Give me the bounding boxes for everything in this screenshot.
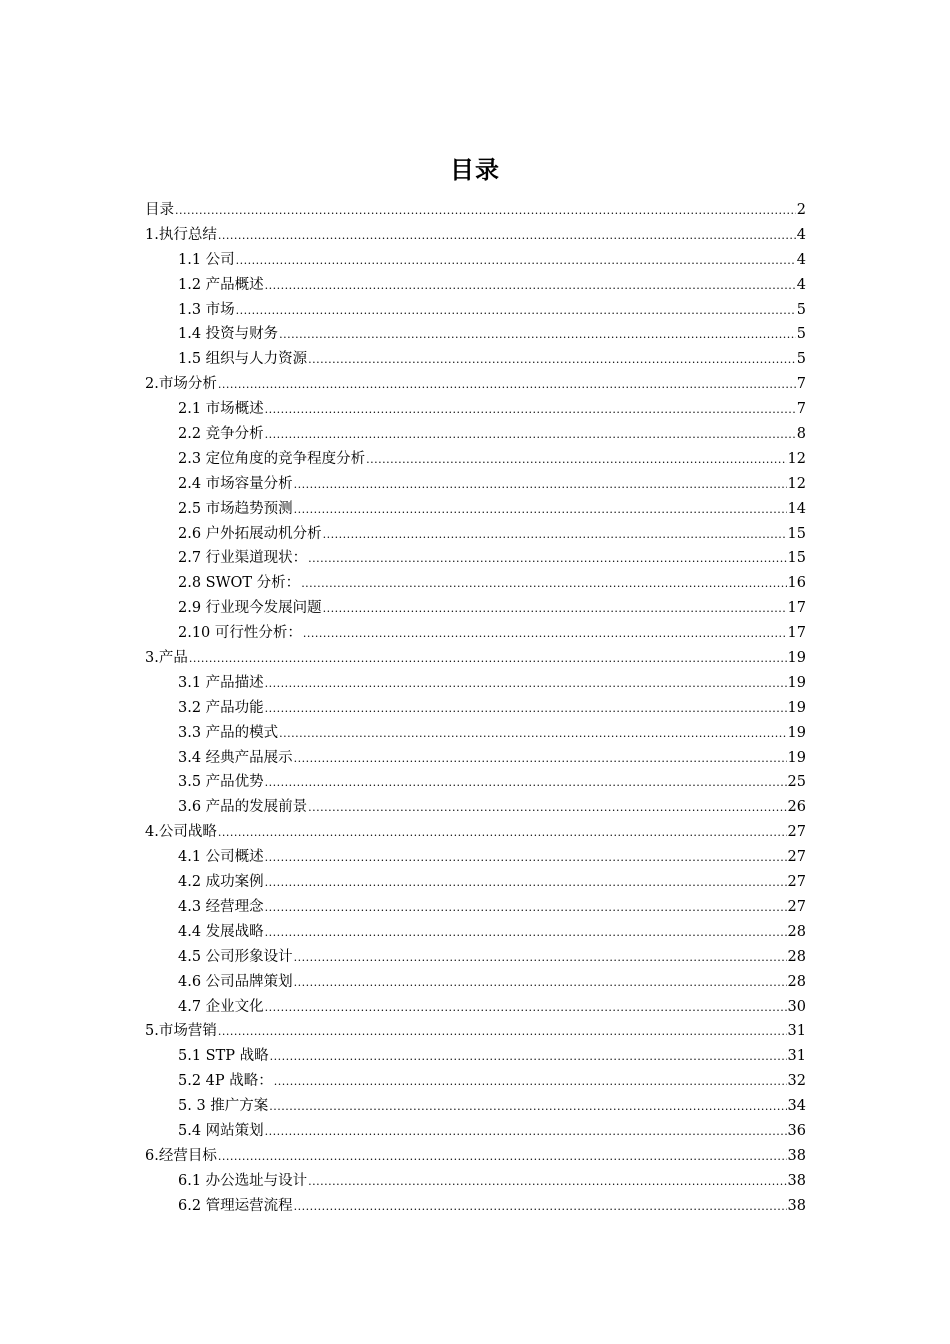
toc-leader-dots: [218, 224, 796, 249]
toc-entry-label: 2.4 市场容量分析: [178, 475, 293, 492]
toc-entry[interactable]: [145, 1194, 806, 1219]
toc-entry[interactable]: [145, 795, 806, 820]
toc-entry[interactable]: [145, 696, 806, 721]
toc-leader-dots: [265, 697, 787, 722]
toc-entry-label: 5.2 4P 战略：: [178, 1073, 273, 1090]
toc-page-number: 19: [787, 749, 806, 766]
toc-entry[interactable]: [145, 522, 806, 547]
toc-entry[interactable]: [145, 472, 806, 497]
toc-leader-dots: [308, 348, 796, 373]
toc-page-number: 28: [787, 923, 806, 940]
toc-entry[interactable]: [145, 920, 806, 945]
toc-entry-label: 2.9 行业现今发展问题: [178, 600, 322, 617]
toc-entry-label: 3.3 产品的模式: [178, 724, 279, 741]
toc-leader-dots: [323, 523, 787, 548]
toc-entry-label: 5. 3 推广方案: [178, 1098, 269, 1115]
toc-entry[interactable]: [145, 1044, 806, 1069]
toc-page-number: 14: [787, 500, 806, 517]
toc-page-number: 26: [787, 799, 806, 816]
toc-page-number: 2: [796, 202, 806, 218]
toc-entry-label: 4.公司战略: [145, 824, 217, 841]
toc-entry-label: 6.2 管理运营流程: [178, 1197, 293, 1214]
toc-leader-dots: [265, 274, 796, 299]
toc-leader-dots: [294, 473, 787, 498]
toc-page-number: 27: [787, 874, 806, 891]
toc-page-number: 12: [787, 450, 806, 467]
toc-leader-dots: [269, 1095, 786, 1120]
toc-leader-dots: [265, 846, 787, 871]
toc-leader-dots: [265, 1120, 787, 1145]
toc-leader-dots: [308, 796, 786, 821]
toc-leader-dots: [294, 747, 787, 772]
toc-page-number: 28: [787, 948, 806, 965]
toc-entry[interactable]: [145, 447, 806, 472]
toc-entry-label: 2.6 户外拓展动机分析: [178, 525, 322, 542]
toc-page-number: 17: [787, 600, 806, 617]
toc-leader-dots: [279, 722, 786, 747]
toc-entry-label: 3.6 产品的发展前景: [178, 799, 308, 816]
toc-leader-dots: [265, 771, 787, 796]
toc-entry[interactable]: [145, 945, 806, 970]
toc-page-number: 27: [787, 824, 806, 841]
toc-leader-dots: [294, 971, 787, 996]
toc-entry-label: 5.市场营销: [145, 1023, 217, 1040]
toc-leader-dots: [323, 597, 787, 622]
toc-page-number: 31: [787, 1048, 806, 1065]
toc-leader-dots: [189, 647, 787, 672]
toc-entry[interactable]: [145, 895, 806, 920]
toc-leader-dots: [265, 896, 787, 921]
toc-leader-dots: [265, 398, 796, 423]
toc-entry[interactable]: [145, 970, 806, 995]
toc-entry-label: 3.5 产品优势: [178, 774, 264, 791]
toc-leader-dots: [294, 946, 787, 971]
toc-entry-label: 2.1 市场概述: [178, 401, 264, 418]
toc-page-number: 19: [787, 674, 806, 691]
toc-page-number: 5: [796, 301, 806, 318]
toc-leader-dots: [265, 423, 796, 448]
toc-page-number: 5: [796, 351, 806, 368]
toc-leader-dots: [279, 323, 796, 348]
toc-entry[interactable]: [145, 596, 806, 621]
toc-entry-label: 2.5 市场趋势预测: [178, 500, 293, 517]
toc-entry-label: 6.经营目标: [145, 1147, 217, 1164]
toc-leader-dots: [274, 1070, 787, 1095]
toc-leader-dots: [308, 547, 786, 572]
toc-page-number: 19: [787, 699, 806, 716]
toc-entry-label: 3.2 产品功能: [178, 699, 264, 716]
toc-leader-dots: [265, 921, 787, 946]
toc-entry-label: 2.10 可行性分析：: [178, 625, 302, 642]
toc-page-number: 31: [787, 1023, 806, 1040]
toc-leader-dots: [294, 1195, 787, 1220]
toc-page-number: 19: [787, 650, 806, 667]
toc-page-number: 17: [787, 625, 806, 642]
toc-leader-dots: [366, 448, 786, 473]
toc-entry-label: 2.8 SWOT 分析：: [178, 575, 301, 592]
toc-page-number: 15: [787, 525, 806, 542]
page-title: 目录: [450, 156, 500, 184]
toc-page-number: 7: [796, 376, 806, 393]
toc-entry-label: 1.执行总结: [145, 226, 217, 243]
toc-page-number: 16: [787, 575, 806, 592]
toc-entry-label: 1.2 产品概述: [178, 276, 264, 293]
toc-page-number: 27: [787, 898, 806, 915]
toc-entry[interactable]: [145, 995, 806, 1020]
toc-leader-dots: [265, 672, 787, 697]
toc-entry-label: 3.4 经典产品展示: [178, 749, 293, 766]
toc-page-number: 30: [787, 998, 806, 1015]
toc-entry-label: 5.4 网站策划: [178, 1122, 264, 1139]
toc-page-number: 27: [787, 849, 806, 866]
toc-page-number: 32: [787, 1073, 806, 1090]
toc-entry[interactable]: [145, 1119, 806, 1144]
toc-page-number: 38: [787, 1147, 806, 1164]
toc-page-number: 8: [796, 426, 806, 443]
toc-entry[interactable]: [145, 845, 806, 870]
toc-page-number: 4: [796, 276, 806, 293]
toc-entry-label: 4.2 成功案例: [178, 874, 264, 891]
toc-entry-label: 3.1 产品描述: [178, 674, 264, 691]
toc-entry[interactable]: [145, 223, 806, 248]
toc-page-number: 19: [787, 724, 806, 741]
toc-entry-label: 1.5 组织与人力资源: [178, 351, 308, 368]
toc-entry[interactable]: [145, 422, 806, 447]
toc-entry[interactable]: [145, 546, 806, 571]
toc-entry-label: 2.7 行业渠道现状：: [178, 550, 308, 567]
toc-leader-dots: [265, 996, 787, 1021]
toc-leader-dots: [303, 622, 787, 647]
toc-page-number: 38: [787, 1172, 806, 1189]
toc-entry-label: 4.7 企业文化: [178, 998, 264, 1015]
toc-page-number: 34: [787, 1098, 806, 1115]
toc-entry[interactable]: [145, 1094, 806, 1119]
toc-entry-label: 2.市场分析: [145, 376, 217, 393]
toc-leader-dots: [265, 871, 787, 896]
toc-page-number: 4: [796, 226, 806, 243]
toc-entry[interactable]: [145, 870, 806, 895]
toc-entry-label: 1.1 公司: [178, 251, 235, 268]
toc-entry[interactable]: [145, 372, 806, 397]
toc-entry[interactable]: [145, 397, 806, 422]
toc-entry-label: 4.6 公司品牌策划: [178, 973, 293, 990]
toc-page-number: 4: [796, 251, 806, 268]
toc-entry[interactable]: [145, 1019, 806, 1044]
toc-leader-dots: [218, 1145, 787, 1170]
toc-entry[interactable]: [145, 1169, 806, 1194]
toc-entry[interactable]: [145, 1144, 806, 1169]
toc-entry[interactable]: [145, 820, 806, 845]
toc-leader-dots: [270, 1045, 787, 1070]
toc-leader-dots: [308, 1170, 786, 1195]
toc-leader-dots: [236, 299, 796, 324]
toc-entry-label: 2.2 竞争分析: [178, 426, 264, 443]
toc-entry[interactable]: [145, 721, 806, 746]
toc-leader-dots: [218, 373, 796, 398]
toc-page-number: 28: [787, 973, 806, 990]
toc-page-number: 7: [796, 401, 806, 418]
toc-entry[interactable]: [145, 646, 806, 671]
toc-entry-label: 4.1 公司概述: [178, 849, 264, 866]
toc-entry[interactable]: [145, 198, 806, 223]
toc-leader-dots: [301, 572, 786, 597]
toc-leader-dots: [236, 249, 796, 274]
toc-page-number: 38: [787, 1197, 806, 1214]
toc-entry[interactable]: [145, 746, 806, 771]
toc-entry-label: 4.3 经营理念: [178, 898, 264, 915]
toc-entry[interactable]: [145, 298, 806, 323]
toc-page-number: 5: [796, 326, 806, 343]
toc-leader-dots: [218, 1020, 787, 1045]
toc-page-number: 36: [787, 1122, 806, 1139]
table-of-contents: [145, 198, 806, 1219]
toc-entry-label: 目录: [145, 202, 174, 218]
toc-entry[interactable]: [145, 621, 806, 646]
toc-page-number: 12: [787, 475, 806, 492]
toc-entry-label: 5.1 STP 战略: [178, 1048, 269, 1065]
toc-page-number: 15: [787, 550, 806, 567]
toc-entry-label: 1.4 投资与财务: [178, 326, 279, 343]
toc-entry-label: 1.3 市场: [178, 301, 235, 318]
toc-entry[interactable]: [145, 273, 806, 298]
toc-entry[interactable]: [145, 347, 806, 372]
toc-entry[interactable]: [145, 571, 806, 596]
toc-leader-dots: [218, 821, 787, 846]
toc-entry-label: 6.1 办公选址与设计: [178, 1172, 308, 1189]
toc-entry-label: 3.产品: [145, 650, 188, 667]
toc-entry[interactable]: [145, 1069, 806, 1094]
toc-leader-dots: [175, 199, 796, 224]
toc-entry-label: 4.5 公司形象设计: [178, 948, 293, 965]
toc-entry[interactable]: [145, 770, 806, 795]
toc-entry[interactable]: [145, 671, 806, 696]
toc-page-number: 25: [787, 774, 806, 791]
toc-leader-dots: [294, 498, 787, 523]
toc-entry-label: 4.4 发展战略: [178, 923, 264, 940]
toc-entry[interactable]: [145, 497, 806, 522]
toc-entry[interactable]: [145, 322, 806, 347]
toc-entry-label: 2.3 定位角度的竞争程度分析: [178, 450, 366, 467]
toc-entry[interactable]: [145, 248, 806, 273]
